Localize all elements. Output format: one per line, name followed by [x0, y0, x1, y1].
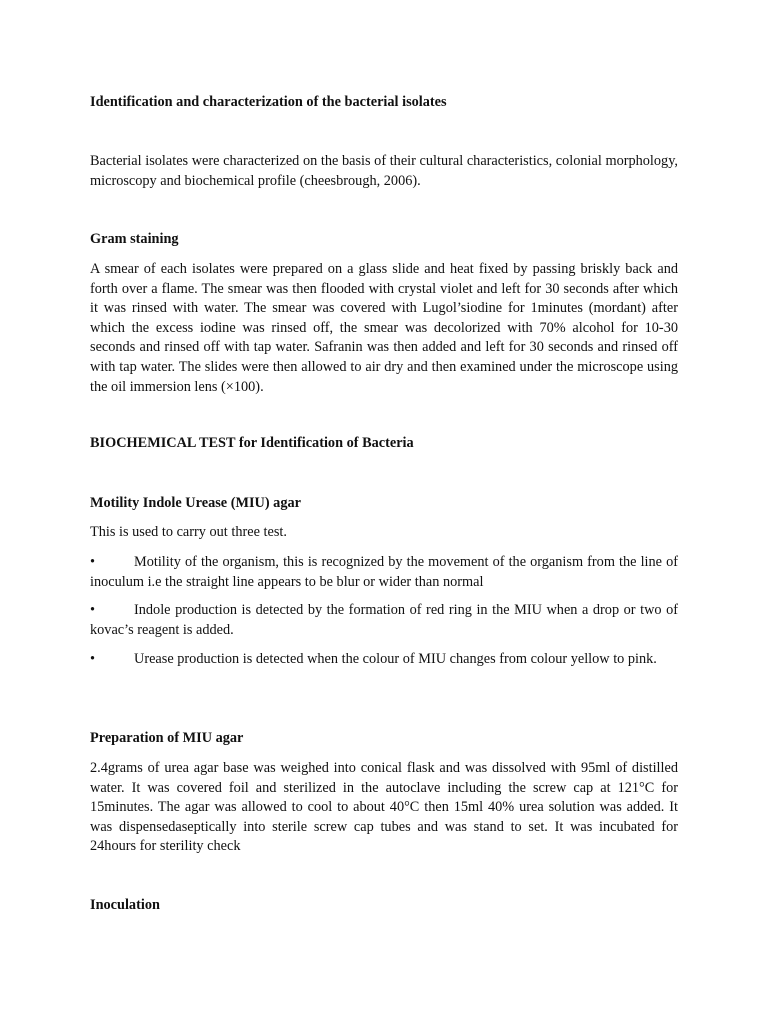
miu-preparation-heading: Preparation of MIU agar: [90, 730, 244, 746]
gram-staining-heading: Gram staining: [90, 231, 179, 247]
bullet-text: Indole production is detected by the formation of red ring in the MIU when a drop or two of kovac’s reagent is added.: [90, 602, 678, 638]
gram-staining-paragraph: A smear of each isolates were prepared on a glass slide and heat fixed by passing briskly back and forth over a flame. The smear was then flooded with crystal violet and left for 30 seconds after which it was rinsed with water. The smear was covered with Lugol’siodine for 1minutes (mordant) after which the excess iodine was rinsed off, the smear was decolorized with 70% alcohol for 10-30 seconds and rinsed off with tap water. Safranin was then added and left for 30 seconds and rinsed off with tap water. The slides were then allowed to air dry and then examined under the microscope using the oil immersion lens (×100).: [90, 261, 678, 395]
inoculation-heading: Inoculation: [90, 897, 160, 913]
bullet-marker: •: [90, 554, 96, 570]
biochemical-test-heading: BIOCHEMICAL TEST for Identification of Bacteria: [90, 435, 414, 451]
bullet-item-urease: [90, 650, 678, 670]
section-title: Identification and characterization of the bacterial isolates: [90, 94, 447, 110]
bullet-item-indole: [90, 601, 678, 640]
bullet-text: Urease production is detected when the colour of MIU changes from colour yellow to pink.: [134, 651, 657, 667]
bullet-text: Motility of the organism, this is recognized by the movement of the organism from the line of inoculum i.e the straight line appears to be blur or wider than normal: [90, 554, 678, 590]
intro-paragraph: Bacterial isolates were characterized on the basis of their cultural characteristics, colonial morphology, microscopy and biochemical profile (cheesbrough, 2006).: [90, 153, 678, 189]
miu-agar-heading: Motility Indole Urease (MIU) agar: [90, 495, 301, 511]
bullet-marker: •: [90, 602, 96, 618]
bullet-item-motility: [90, 553, 678, 592]
miu-intro: This is used to carry out three test.: [90, 524, 287, 540]
bullet-marker: •: [90, 651, 96, 667]
miu-preparation-paragraph: 2.4grams of urea agar base was weighed into conical flask and was dissolved with 95ml of distilled water. It was covered foil and sterilized in the autoclave including the screw cap at 121°C for 15minutes. The agar was allowed to cool to about 40°C then 15ml 40% urea solution was added. It was dispensedaseptically into sterile screw cap tubes and was stand to set. It was incubated for 24hours for sterility check: [90, 760, 678, 855]
